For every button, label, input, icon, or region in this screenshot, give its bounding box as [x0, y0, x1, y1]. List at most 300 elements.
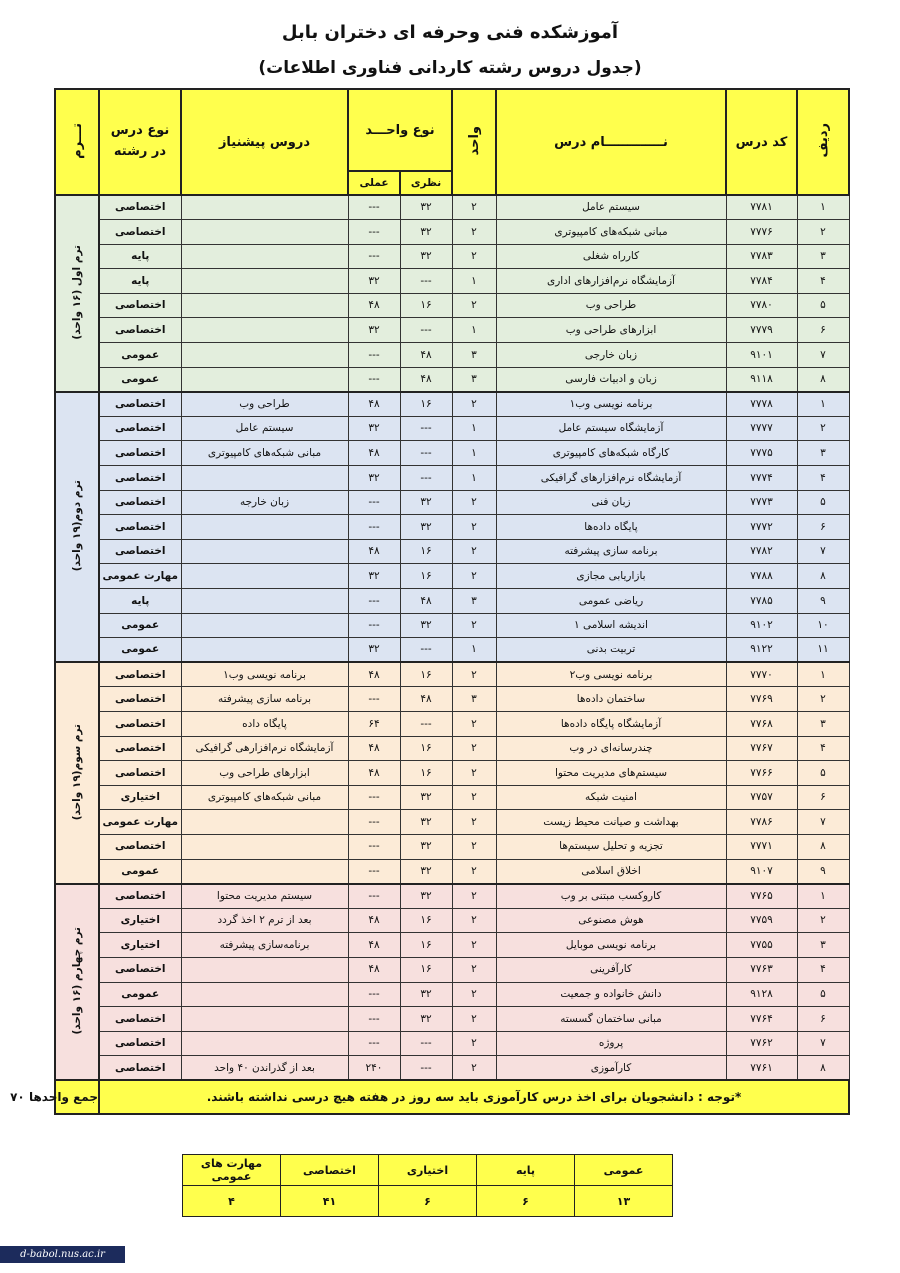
practical-hours: --- — [348, 785, 400, 810]
table-row — [55, 343, 849, 368]
course-name: کاروکسب مبتنی بر وب — [496, 884, 726, 909]
course-type: اختصاصی — [99, 466, 181, 491]
table-row — [55, 736, 849, 761]
course-name: ریاضی عمومی — [496, 589, 726, 614]
table-row — [55, 810, 849, 835]
practical-hours: --- — [348, 244, 400, 269]
course-type: عمومی — [99, 613, 181, 638]
course-code: ۷۷۵۵ — [726, 933, 797, 958]
course-units: ۲ — [452, 539, 496, 564]
course-units: ۳ — [452, 589, 496, 614]
practical-hours: ۳۲ — [348, 269, 400, 294]
table-row — [55, 367, 849, 392]
course-units: ۲ — [452, 195, 496, 220]
course-name: پروژه — [496, 1031, 726, 1056]
row-number: ۱ — [797, 195, 849, 220]
header-term: تـــرم — [55, 89, 99, 195]
summary-table — [182, 1154, 673, 1217]
course-name: کارراه شغلی — [496, 244, 726, 269]
table-row — [55, 220, 849, 245]
table-row — [55, 1056, 849, 1081]
course-units: ۲ — [452, 785, 496, 810]
table-row — [55, 908, 849, 933]
table-row — [55, 1031, 849, 1056]
row-number: ۶ — [797, 785, 849, 810]
note: *توجه : دانشجویان برای اخذ درس کارآموزی باید سه روز در هفته هیچ درسی نداشته باشند. — [99, 1080, 849, 1114]
theory-hours: ۴۸ — [400, 367, 452, 392]
prerequisite: طراحی وب — [181, 392, 348, 417]
course-type: اختصاصی — [99, 662, 181, 687]
summary-value: ۶ — [477, 1186, 575, 1217]
course-type: اختصاصی — [99, 515, 181, 540]
prerequisite: بعد از گذراندن ۴۰ واحد — [181, 1056, 348, 1081]
term-label: ترم چهارم (۱۶ واحد) — [55, 884, 99, 1081]
prerequisite: بعد از ترم ۲ اخذ گردد — [181, 908, 348, 933]
practical-hours: --- — [348, 343, 400, 368]
course-units: ۱ — [452, 441, 496, 466]
header-theory: نظری — [400, 171, 452, 195]
course-units: ۲ — [452, 515, 496, 540]
practical-hours: --- — [348, 834, 400, 859]
table-row — [55, 244, 849, 269]
course-code: ۷۷۶۸ — [726, 711, 797, 736]
practical-hours: ۴۸ — [348, 441, 400, 466]
header-course-name: نـــــــــــــام درس — [496, 89, 726, 195]
theory-hours: ۱۶ — [400, 662, 452, 687]
course-type: اختصاصی — [99, 1031, 181, 1056]
course-code: ۷۷۶۴ — [726, 1007, 797, 1032]
course-units: ۲ — [452, 392, 496, 417]
course-units: ۲ — [452, 957, 496, 982]
course-name: دانش خانواده و جمعیت — [496, 982, 726, 1007]
course-units: ۲ — [452, 810, 496, 835]
course-units: ۲ — [452, 1056, 496, 1081]
theory-hours: ۱۶ — [400, 293, 452, 318]
theory-hours: ۳۲ — [400, 785, 452, 810]
prerequisite: برنامه‌سازی پیشرفته — [181, 933, 348, 958]
practical-hours: ۴۸ — [348, 392, 400, 417]
course-code: ۷۷۷۶ — [726, 220, 797, 245]
course-name: اندیشه اسلامی ۱ — [496, 613, 726, 638]
course-name: تربیت بدنی — [496, 638, 726, 663]
course-code: ۷۷۷۵ — [726, 441, 797, 466]
course-name: ابزارهای طراحی وب — [496, 318, 726, 343]
footer-url: d-babol.nus.ac.ir — [0, 1246, 125, 1263]
theory-hours: ۳۲ — [400, 220, 452, 245]
course-type: عمومی — [99, 859, 181, 884]
course-units: ۱ — [452, 416, 496, 441]
course-name: پایگاه داده‌ها — [496, 515, 726, 540]
table-row — [55, 933, 849, 958]
practical-hours: ۴۸ — [348, 293, 400, 318]
row-number: ۲ — [797, 687, 849, 712]
course-code: ۷۷۸۰ — [726, 293, 797, 318]
row-number: ۱۰ — [797, 613, 849, 638]
table-row — [55, 539, 849, 564]
table-row — [55, 884, 849, 909]
prerequisite — [181, 318, 348, 343]
prerequisite — [181, 293, 348, 318]
course-units: ۲ — [452, 564, 496, 589]
course-type: عمومی — [99, 343, 181, 368]
prerequisite: سیستم عامل — [181, 416, 348, 441]
row-number: ۸ — [797, 1056, 849, 1081]
theory-hours: ۴۸ — [400, 589, 452, 614]
course-name: زبان خارجی — [496, 343, 726, 368]
course-type: اختصاصی — [99, 687, 181, 712]
practical-hours: ۴۸ — [348, 933, 400, 958]
prerequisite — [181, 810, 348, 835]
course-code: ۷۷۸۴ — [726, 269, 797, 294]
table-row — [55, 687, 849, 712]
theory-hours: ۳۲ — [400, 810, 452, 835]
course-type: اختصاصی — [99, 392, 181, 417]
practical-hours: --- — [348, 515, 400, 540]
table-row — [55, 761, 849, 786]
course-units: ۲ — [452, 1031, 496, 1056]
row-number: ۹ — [797, 589, 849, 614]
summary-label: اختیاری — [379, 1155, 477, 1186]
row-number: ۷ — [797, 343, 849, 368]
row-number: ۶ — [797, 1007, 849, 1032]
course-code: ۷۷۸۵ — [726, 589, 797, 614]
practical-hours: --- — [348, 810, 400, 835]
course-units: ۲ — [452, 859, 496, 884]
course-name: برنامه نویسی وب۱ — [496, 392, 726, 417]
header-course-code: کد درس — [726, 89, 797, 195]
theory-hours: --- — [400, 638, 452, 663]
theory-hours: ۱۶ — [400, 761, 452, 786]
table-row — [55, 515, 849, 540]
table-row — [55, 195, 849, 220]
course-units: ۱ — [452, 318, 496, 343]
course-code: ۷۷۶۹ — [726, 687, 797, 712]
course-units: ۲ — [452, 293, 496, 318]
prerequisite: آزمایشگاه نرم‌افزارهی گرافیکی — [181, 736, 348, 761]
header-practical: عملی — [348, 171, 400, 195]
prerequisite: برنامه سازی پیشرفته — [181, 687, 348, 712]
practical-hours: --- — [348, 490, 400, 515]
prerequisite: ابزارهای طراحی وب — [181, 761, 348, 786]
practical-hours: ۲۴۰ — [348, 1056, 400, 1081]
course-name: آزمایشگاه نرم‌افزارهای اداری — [496, 269, 726, 294]
row-number: ۴ — [797, 736, 849, 761]
practical-hours: ۴۸ — [348, 539, 400, 564]
course-name: طراحی وب — [496, 293, 726, 318]
theory-hours: ۱۶ — [400, 933, 452, 958]
row-number: ۸ — [797, 564, 849, 589]
table-row — [55, 834, 849, 859]
theory-hours: ۱۶ — [400, 957, 452, 982]
practical-hours: ۳۲ — [348, 466, 400, 491]
practical-hours: --- — [348, 589, 400, 614]
row-number: ۶ — [797, 318, 849, 343]
row-number: ۳ — [797, 933, 849, 958]
row-number: ۵ — [797, 293, 849, 318]
summary-label: عمومی — [575, 1155, 673, 1186]
course-type: اختصاصی — [99, 1007, 181, 1032]
practical-hours: --- — [348, 1031, 400, 1056]
theory-hours: ۳۲ — [400, 490, 452, 515]
theory-hours: --- — [400, 1056, 452, 1081]
course-units: ۲ — [452, 761, 496, 786]
prerequisite — [181, 859, 348, 884]
practical-hours: --- — [348, 884, 400, 909]
practical-hours: ۳۲ — [348, 318, 400, 343]
course-type: اختصاصی — [99, 736, 181, 761]
course-name: تجزیه و تحلیل سیستم‌ها — [496, 834, 726, 859]
course-units: ۱ — [452, 466, 496, 491]
row-number: ۵ — [797, 490, 849, 515]
row-number: ۴ — [797, 269, 849, 294]
practical-hours: ۴۸ — [348, 957, 400, 982]
table-row — [55, 392, 849, 417]
course-name: آزمایشگاه سیستم عامل — [496, 416, 726, 441]
course-type: اختصاصی — [99, 834, 181, 859]
prerequisite — [181, 195, 348, 220]
theory-hours: --- — [400, 416, 452, 441]
course-name: کارآموزی — [496, 1056, 726, 1081]
prerequisite: مبانی شبکه‌های کامپیوتری — [181, 441, 348, 466]
course-code: ۷۷۶۳ — [726, 957, 797, 982]
course-code: ۷۷۷۲ — [726, 515, 797, 540]
practical-hours: ۳۲ — [348, 564, 400, 589]
table-row — [55, 662, 849, 687]
table-row — [55, 269, 849, 294]
row-number: ۷ — [797, 810, 849, 835]
table-row — [55, 318, 849, 343]
course-code: ۹۱۰۲ — [726, 613, 797, 638]
course-units: ۳ — [452, 687, 496, 712]
summary-value: ۴ — [183, 1186, 281, 1217]
table-row — [55, 1007, 849, 1032]
course-type: عمومی — [99, 367, 181, 392]
header-units: واحد — [452, 89, 496, 195]
course-units: ۲ — [452, 711, 496, 736]
prerequisite — [181, 244, 348, 269]
theory-hours: ۳۲ — [400, 834, 452, 859]
page-subtitle: (جدول دروس رشته کاردانی فناوری اطلاعات) — [258, 58, 642, 78]
course-name: مبانی ساختمان گسسته — [496, 1007, 726, 1032]
course-name: بهداشت و صیانت محیط زیست — [496, 810, 726, 835]
course-name: آزمایشگاه پایگاه داده‌ها — [496, 711, 726, 736]
theory-hours: ۳۲ — [400, 195, 452, 220]
theory-hours: ۴۸ — [400, 343, 452, 368]
term-label: ترم اول (۱۶ واحد) — [55, 195, 99, 392]
course-type: اختیاری — [99, 785, 181, 810]
row-number: ۴ — [797, 957, 849, 982]
theory-hours: ۳۲ — [400, 982, 452, 1007]
course-type: اختیاری — [99, 933, 181, 958]
course-type: اختصاصی — [99, 957, 181, 982]
course-code: ۷۷۵۹ — [726, 908, 797, 933]
row-number: ۵ — [797, 982, 849, 1007]
table-row — [55, 785, 849, 810]
prerequisite — [181, 1007, 348, 1032]
course-name: برنامه سازی پیشرفته — [496, 539, 726, 564]
practical-hours: --- — [348, 367, 400, 392]
course-name: ساختمان داده‌ها — [496, 687, 726, 712]
prerequisite — [181, 515, 348, 540]
course-units: ۲ — [452, 1007, 496, 1032]
page-title: آموزشکده فنی وحرفه ای دختران بابل — [281, 22, 619, 43]
prerequisite — [181, 343, 348, 368]
row-number: ۷ — [797, 1031, 849, 1056]
course-code: ۷۷۷۹ — [726, 318, 797, 343]
course-units: ۲ — [452, 933, 496, 958]
row-number: ۵ — [797, 761, 849, 786]
table-row — [55, 982, 849, 1007]
course-type: اختصاصی — [99, 416, 181, 441]
course-type: اختصاصی — [99, 195, 181, 220]
row-number: ۶ — [797, 515, 849, 540]
course-units: ۱ — [452, 269, 496, 294]
practical-hours: ۶۴ — [348, 711, 400, 736]
course-units: ۲ — [452, 244, 496, 269]
course-code: ۹۱۲۲ — [726, 638, 797, 663]
course-type: پایه — [99, 269, 181, 294]
course-type: مهارت عمومی — [99, 810, 181, 835]
course-units: ۲ — [452, 736, 496, 761]
practical-hours: --- — [348, 1007, 400, 1032]
table-row — [55, 638, 849, 663]
course-code: ۷۷۵۷ — [726, 785, 797, 810]
course-type: عمومی — [99, 638, 181, 663]
theory-hours: --- — [400, 441, 452, 466]
course-units: ۲ — [452, 220, 496, 245]
course-units: ۲ — [452, 834, 496, 859]
summary-value: ۴۱ — [281, 1186, 379, 1217]
row-number: ۱۱ — [797, 638, 849, 663]
course-name: سیستم عامل — [496, 195, 726, 220]
practical-hours: ۴۸ — [348, 662, 400, 687]
course-type: اختصاصی — [99, 490, 181, 515]
header-prerequisites: دروس پیشنیاز — [181, 89, 348, 195]
course-type: پایه — [99, 244, 181, 269]
course-units: ۲ — [452, 982, 496, 1007]
practical-hours: ۳۲ — [348, 416, 400, 441]
table-row — [55, 441, 849, 466]
course-units: ۳ — [452, 367, 496, 392]
row-number: ۲ — [797, 416, 849, 441]
course-code: ۷۷۶۵ — [726, 884, 797, 909]
theory-hours: ۱۶ — [400, 564, 452, 589]
theory-hours: ۳۲ — [400, 244, 452, 269]
course-code: ۷۷۷۳ — [726, 490, 797, 515]
course-type: اختیاری — [99, 908, 181, 933]
course-units: ۳ — [452, 343, 496, 368]
summary-label: پایه — [477, 1155, 575, 1186]
course-name: بازاریابی مجازی — [496, 564, 726, 589]
practical-hours: ۴۸ — [348, 908, 400, 933]
summary-value: ۶ — [379, 1186, 477, 1217]
course-code: ۷۷۶۶ — [726, 761, 797, 786]
practical-hours: --- — [348, 220, 400, 245]
course-code: ۷۷۸۶ — [726, 810, 797, 835]
table-row — [55, 416, 849, 441]
course-type: پایه — [99, 589, 181, 614]
course-units: ۲ — [452, 884, 496, 909]
course-code: ۷۷۸۸ — [726, 564, 797, 589]
theory-hours: ۱۶ — [400, 539, 452, 564]
course-name: مبانی شبکه‌های کامپیوتری — [496, 220, 726, 245]
course-name: سیستم‌های مدیریت محتوا — [496, 761, 726, 786]
course-name: برنامه نویسی موبایل — [496, 933, 726, 958]
row-number: ۲ — [797, 908, 849, 933]
row-number: ۱ — [797, 392, 849, 417]
course-type: مهارت عمومی — [99, 564, 181, 589]
table-row — [55, 613, 849, 638]
course-code: ۷۷۷۴ — [726, 466, 797, 491]
course-name: کارآفرینی — [496, 957, 726, 982]
course-name: برنامه نویسی وب۲ — [496, 662, 726, 687]
course-name: زبان فنی — [496, 490, 726, 515]
course-code: ۷۷۷۸ — [726, 392, 797, 417]
prerequisite: زبان خارجه — [181, 490, 348, 515]
row-number: ۸ — [797, 834, 849, 859]
theory-hours: ۳۲ — [400, 613, 452, 638]
course-code: ۷۷۶۷ — [726, 736, 797, 761]
course-code: ۹۱۲۸ — [726, 982, 797, 1007]
course-type: اختصاصی — [99, 441, 181, 466]
theory-hours: --- — [400, 269, 452, 294]
theory-hours: ۱۶ — [400, 908, 452, 933]
practical-hours: --- — [348, 195, 400, 220]
prerequisite: مبانی شبکه‌های کامپیوتری — [181, 785, 348, 810]
row-number: ۷ — [797, 539, 849, 564]
prerequisite — [181, 220, 348, 245]
course-code: ۷۷۷۰ — [726, 662, 797, 687]
course-name: آزمایشگاه نرم‌افزارهای گرافیکی — [496, 466, 726, 491]
summary-label: اختصاصی — [281, 1155, 379, 1186]
summary-value: ۱۳ — [575, 1186, 673, 1217]
theory-hours: --- — [400, 1031, 452, 1056]
course-code: ۷۷۷۷ — [726, 416, 797, 441]
prerequisite — [181, 466, 348, 491]
prerequisite — [181, 1031, 348, 1056]
row-number: ۳ — [797, 244, 849, 269]
course-name: امنیت شبکه — [496, 785, 726, 810]
course-units: ۲ — [452, 613, 496, 638]
course-code: ۹۱۱۸ — [726, 367, 797, 392]
table-row — [55, 293, 849, 318]
practical-hours: --- — [348, 859, 400, 884]
course-code: ۷۷۷۱ — [726, 834, 797, 859]
course-units: ۲ — [452, 490, 496, 515]
theory-hours: ۳۲ — [400, 515, 452, 540]
theory-hours: --- — [400, 318, 452, 343]
practical-hours: --- — [348, 613, 400, 638]
table-row — [55, 589, 849, 614]
total-units: جمع واحدها ۷۰ — [55, 1080, 99, 1114]
course-units: ۲ — [452, 662, 496, 687]
course-units: ۲ — [452, 908, 496, 933]
course-code: ۷۷۸۱ — [726, 195, 797, 220]
row-number: ۳ — [797, 441, 849, 466]
term-label: ترم دوم(۱۹ واحد) — [55, 392, 99, 663]
table-row — [55, 466, 849, 491]
course-name: کارگاه شبکه‌های کامپیوتری — [496, 441, 726, 466]
course-type: اختصاصی — [99, 318, 181, 343]
theory-hours: ۱۶ — [400, 392, 452, 417]
row-number: ۱ — [797, 884, 849, 909]
theory-hours: ۱۶ — [400, 736, 452, 761]
row-number: ۹ — [797, 859, 849, 884]
course-code: ۹۱۰۷ — [726, 859, 797, 884]
prerequisite — [181, 589, 348, 614]
course-type: اختصاصی — [99, 293, 181, 318]
practical-hours: --- — [348, 982, 400, 1007]
